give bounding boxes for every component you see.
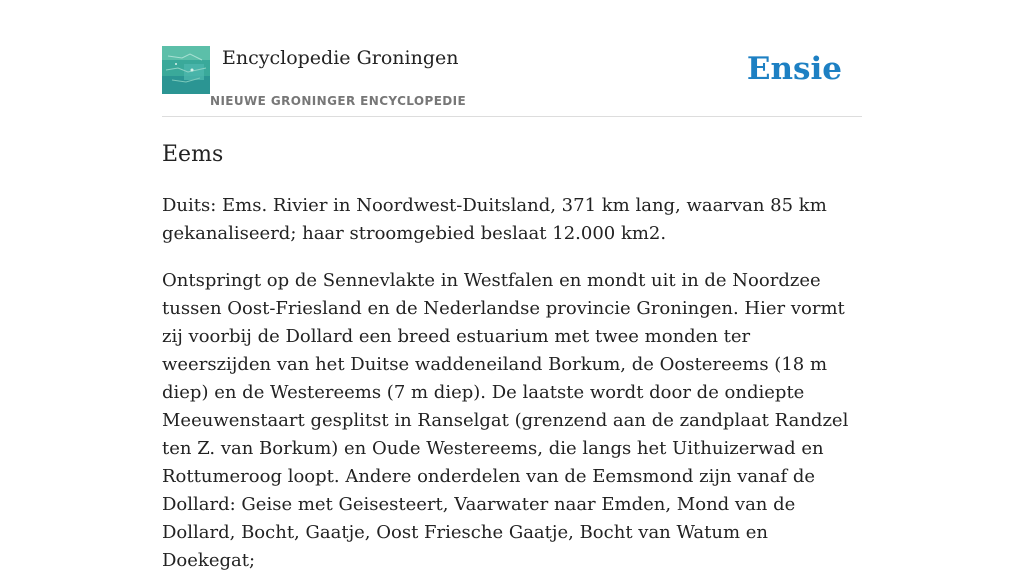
article-paragraph: Ontspringt op de Sennevlakte in Westfalen en mondt uit in de Noordzee tussen Oost-Friesland en de Nederlandse provincie Groningen. Hier vormt zij voorbij de Dollard een breed estuarium met twee monden ter weerszijden van het Duitse waddeneiland Borkum, de Oostereems (18 m diep) en de Westereems (7 m diep). De laatste wordt door de ondiepte Meeuwenstaart gesplitst in Ranselgat (grenzend aan de zandplaat Randzel ten Z. van Borkum) en Oude Westereems, die langs het Uithuizerwad en Rottumeroog loopt. Andere onderdelen van de Eemsmond zijn vanaf de Dollard: Geise met Geisesteert, Vaarwater naar Emden, Mond van de Dollard, Bocht, Gaatje, Oost Friesche Gaatje, Bocht van Watum en Doekegat; [162, 270, 849, 571]
site-logo[interactable] [162, 46, 210, 94]
site-name[interactable]: Encyclopedie Groningen [222, 47, 459, 69]
brand-logo-link[interactable]: Ensie [746, 51, 842, 87]
map-thumbnail-icon [162, 46, 210, 94]
site-header [162, 0, 862, 117]
page-container [162, 0, 862, 571]
article-paragraph: Duits: Ems. Rivier in Noordwest-Duitsland, 371 km lang, waarvan 85 km gekanaliseerd; haar stroomgebied beslaat 12.000 km2. [162, 195, 827, 244]
article-title: Eems [162, 142, 224, 167]
site-subtitle: NIEUWE GRONINGER ENCYCLOPEDIE [210, 94, 467, 108]
